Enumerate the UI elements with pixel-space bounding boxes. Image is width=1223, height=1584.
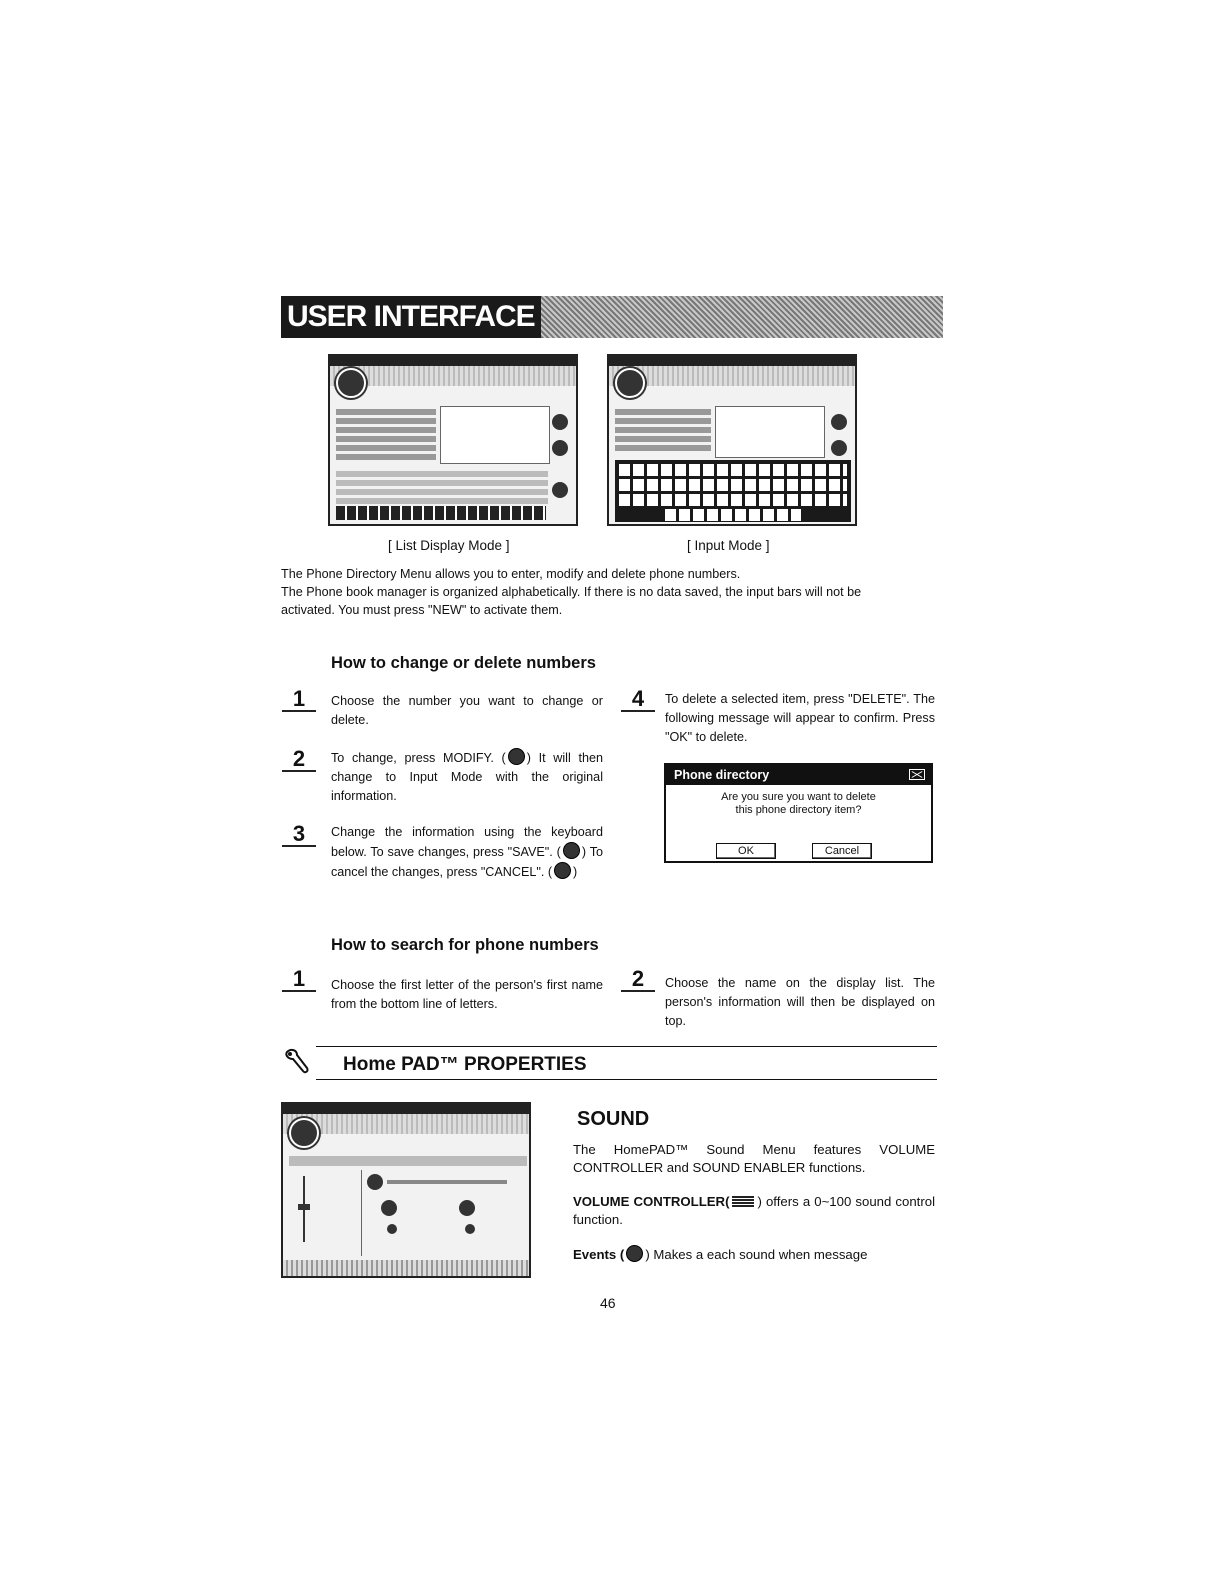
cancel-icon [831, 440, 847, 456]
modify-icon [508, 748, 525, 765]
events-icon [367, 1174, 383, 1190]
step-text: Choose the number you want to change or delete. [331, 694, 603, 727]
list-mode-caption: [ List Display Mode ] [388, 538, 510, 553]
step-text: To delete a selected item, press "DELETE". The following message will appear to confirm. Press "OK" to delete. [665, 692, 935, 744]
sound-heading: SOUND [577, 1108, 650, 1130]
volume-bar-icon [732, 1195, 754, 1207]
cancel-icon [554, 862, 571, 879]
step-text: To change, press MODIFY. ( ) It will then change to Input Mode with the original information. [331, 748, 603, 806]
change-heading: How to change or delete numbers [331, 654, 596, 672]
letter-index-bar [336, 506, 546, 520]
sound-menu-screenshot [281, 1102, 531, 1278]
confirm-dialog [664, 763, 933, 863]
step-text: Choose the first letter of the person's first name from the bottom line of letters. [331, 978, 603, 1011]
wrench-icon [283, 1046, 311, 1076]
ok-button[interactable]: OK [716, 843, 776, 859]
new-icon [552, 482, 568, 498]
input-mode-caption: [ Input Mode ] [687, 538, 770, 553]
dialog-title: Phone directory [674, 768, 770, 782]
list-mode-screenshot [328, 354, 578, 526]
step-text: Choose the name on the display list. The person's information will then be displayed on top. [665, 976, 935, 1028]
events-icon [626, 1245, 643, 1262]
step-number: 2 [282, 748, 316, 772]
search-heading: How to search for phone numbers [331, 936, 599, 954]
events-text: Events ( ) Makes a each sound when message [573, 1247, 868, 1262]
step-number: 1 [282, 688, 316, 712]
step-number: 4 [621, 688, 655, 712]
onscreen-keyboard [615, 460, 851, 522]
step-number: 1 [282, 968, 316, 992]
volume-controller-text: VOLUME CONTROLLER( ) offers a 0~100 sound control function. [573, 1194, 935, 1227]
intro-line-2: The Phone book manager is organized alphabetically. If there is no data saved, the input bars will not be [281, 585, 862, 599]
properties-rule-top [316, 1046, 937, 1047]
intro-line-3: activated. You must press "NEW" to activate them. [281, 603, 563, 617]
intro-line-1: The Phone Directory Menu allows you to enter, modify and delete phone numbers. [281, 567, 741, 581]
save-icon [831, 414, 847, 430]
dialog-title-bar [666, 765, 931, 785]
save-icon [563, 842, 580, 859]
close-icon[interactable] [909, 769, 925, 780]
step-text: Change the information using the keyboard below. To save changes, press "SAVE". ( ) To cancel the changes, press "CANCEL". ( ) [331, 825, 604, 879]
dialog-message: Are you sure you want to delete this phone directory item? [721, 791, 876, 816]
cancel-button[interactable]: Cancel [812, 843, 872, 859]
section-title: USER INTERFACE [281, 296, 541, 338]
properties-rule-bottom [316, 1079, 937, 1080]
sound-intro: The HomePAD™ Sound Menu features VOLUME CONTROLLER and SOUND ENABLER functions. [573, 1142, 935, 1175]
modify-icon [552, 414, 568, 430]
delete-icon [552, 440, 568, 456]
app-logo-icon [336, 368, 366, 398]
step-number: 3 [282, 823, 316, 847]
app-logo-icon [615, 368, 645, 398]
app-logo-icon [289, 1118, 319, 1148]
section-banner [281, 296, 943, 338]
properties-title: Home PAD™ PROPERTIES [343, 1054, 587, 1075]
step-number: 2 [621, 968, 655, 992]
page-number: 46 [600, 1295, 616, 1311]
input-mode-screenshot [607, 354, 857, 526]
